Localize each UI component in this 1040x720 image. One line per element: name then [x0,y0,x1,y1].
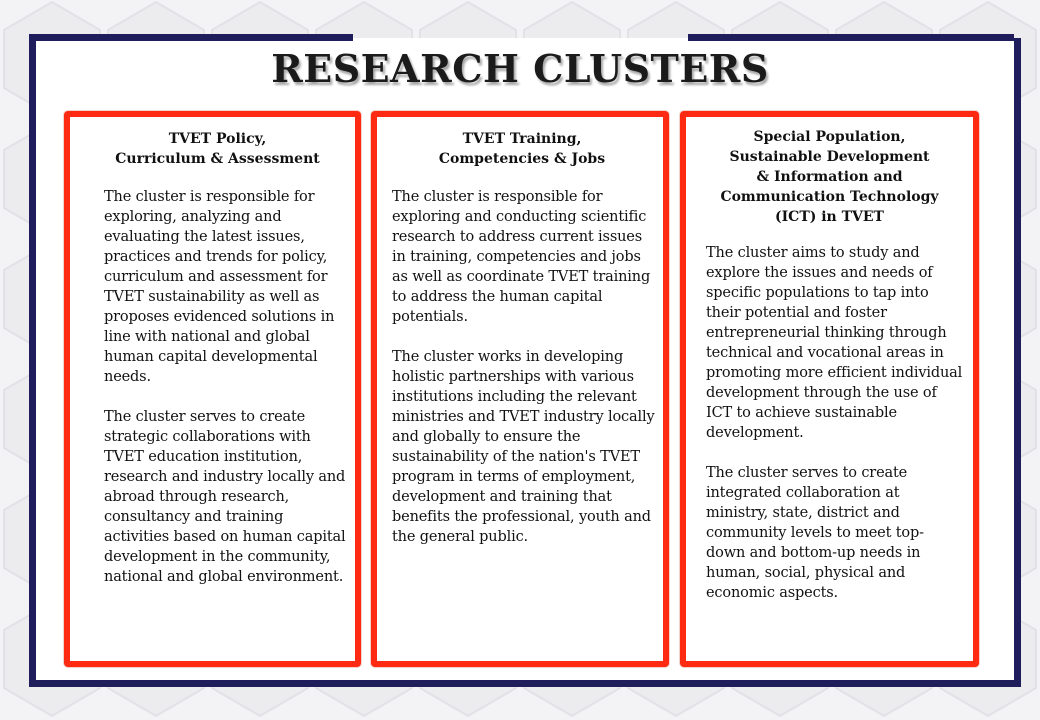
cluster-paragraph: The cluster works in developing holistic partnerships with various institutions including the relevant ministries and TVET industry locally and globally to ensure the sustainability of the nation's TVET program in terms of employment, development and training that benefits the professional, youth and the general public. [392,349,655,545]
cluster-card-special-population [680,111,979,667]
cluster-card-policy [64,111,361,667]
frame-top-bar-left [29,34,353,41]
cluster-title: Special Population, Sustainable Development & Information and Communication Technology (ICT) in TVET [720,129,939,225]
cluster-paragraph: The cluster is responsible for exploring and conducting scientific research to address current issues in training, competencies and jobs as well as coordinate TVET training to address the human capital potentials. [392,189,651,325]
cluster-title: TVET Training, Competencies & Jobs [438,131,606,167]
cluster-title: TVET Policy, Curriculum & Assessment [115,131,320,167]
cluster-card-training [371,111,669,667]
cluster-paragraph: The cluster serves to create strategic collaborations with TVET education institution, research and industry locally and abroad through research, consultancy and training activities based on human capital development in the community, national and global environment. [104,409,346,585]
cluster-paragraph: The cluster aims to study and explore the issues and needs of specific populations to tap into their potential and foster entrepreneurial thinking through technical and vocational areas in promoting more efficient individual development through the use of ICT to achieve sustainable development. [706,245,963,441]
cluster-paragraph: The cluster serves to create integrated collaboration at ministry, state, district and community levels to meet top-down and bottom-up needs in human, social, physical and economic aspects. [706,465,924,601]
cluster-paragraph: The cluster is responsible for exploring, analyzing and evaluating the latest issues, practices and trends for policy, curriculum and assessment for TVET sustainability as well as proposes evidenced solutions in line with national and global human capital developmental needs. [104,189,335,385]
frame-top-bar-right [688,34,1014,41]
page-title: RESEARCH CLUSTERS [271,46,769,91]
